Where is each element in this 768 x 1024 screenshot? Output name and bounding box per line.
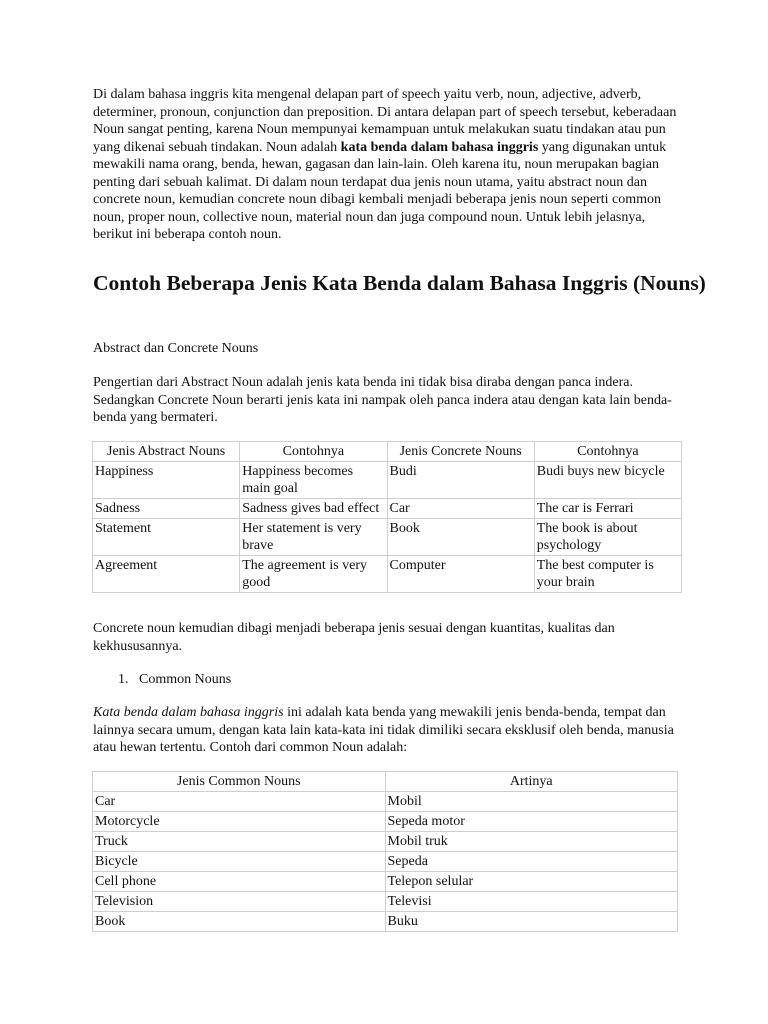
common-italic-link: Kata benda dalam bahasa inggris <box>93 705 284 720</box>
table-cell: Statement <box>93 519 240 556</box>
subheading: Abstract dan Concrete Nouns <box>93 341 259 356</box>
table-cell: The best computer is your brain <box>534 556 681 593</box>
common-text: ini adalah kata benda yang mewakili jenis benda-benda, tempat dan lainnya secara umum, dengan kata lain kata-kata ini tidak dimiliki secara eksklusif oleh benda, manusia atau hewan tertentu. Contoh dari common Noun adalah: <box>93 705 674 755</box>
table-cell: The book is about psychology <box>534 519 681 556</box>
table-cell: Agreement <box>93 556 240 593</box>
table-cell: Televisi <box>385 892 678 912</box>
common-nouns-table <box>92 771 678 932</box>
table-header: Contohnya <box>534 442 681 462</box>
table-row <box>93 462 682 499</box>
table-cell: Television <box>93 892 386 912</box>
table-cell: Bicycle <box>93 852 386 872</box>
table-cell: Sepeda <box>385 852 678 872</box>
table-cell: Cell phone <box>93 872 386 892</box>
table-row <box>93 832 678 852</box>
table-header: Jenis Abstract Nouns <box>93 442 240 462</box>
table-row <box>93 912 678 932</box>
intro-bold-link: kata benda dalam bahasa inggris <box>340 139 539 155</box>
intro-text-2: yang digunakan untuk mewakili nama orang, benda, hewan, gagasan dan lain-lain. Oleh karena itu, noun merupakan bagian penting dari sebuah kalimat. Di dalam noun terdapat dua jenis noun utama, yaitu abstract noun dan concrete noun, kemudian concrete noun dibagi kembali menjadi beberapa jenis noun seperti common noun, proper noun, collective noun, material noun dan juga compound noun. Untuk lebih jelasnya, berikut ini beberapa contoh noun. <box>93 139 667 242</box>
table-cell: Happiness <box>93 462 240 499</box>
table-header-row <box>93 772 678 792</box>
table-header: Contohnya <box>240 442 387 462</box>
intro-paragraph <box>93 86 685 244</box>
table-header: Jenis Concrete Nouns <box>387 442 534 462</box>
table-row <box>93 852 678 872</box>
intro-text-1: Di dalam bahasa inggris kita mengenal delapan part of speech yaitu verb, noun, adjective, adverb, determiner, pronoun, conjunction dan preposition. Di antara delapan part of speech tersebut, keberadaan Noun sangat penting, karena Noun mempunyai kemampuan untuk melakukan suatu tindakan atau pun yang dikenai sebuah tindakan. Noun adalah <box>93 87 677 155</box>
table-cell: Telepon selular <box>385 872 678 892</box>
table-cell: Sadness gives bad effect <box>240 499 387 519</box>
table-cell: Budi buys new bicycle <box>534 462 681 499</box>
table-cell: Sepeda motor <box>385 812 678 832</box>
table-cell: Her statement is very brave <box>240 519 387 556</box>
table-cell: Happiness becomes main goal <box>240 462 387 499</box>
table-row <box>93 892 678 912</box>
table-row <box>93 519 682 556</box>
concrete-noun-paragraph: Concrete noun kemudian dibagi menjadi beberapa jenis sesuai dengan kuantitas, kualitas dan kekhususannya. <box>93 621 615 654</box>
section-heading: Contoh Beberapa Jenis Kata Benda dalam Bahasa Inggris (Nouns) <box>93 271 706 295</box>
list-item-number: 1. <box>118 672 129 687</box>
table-cell: Car <box>387 499 534 519</box>
table-row <box>93 499 682 519</box>
table-header-row <box>93 442 682 462</box>
table-cell: Computer <box>387 556 534 593</box>
table-cell: Mobil truk <box>385 832 678 852</box>
table-row <box>93 556 682 593</box>
table-cell: Motorcycle <box>93 812 386 832</box>
definition-paragraph: Pengertian dari Abstract Noun adalah jenis kata benda ini tidak bisa diraba dengan panca indera. Sedangkan Concrete Noun berarti jenis kata ini nampak oleh panca indera atau dengan kata lain benda-benda yang bermateri. <box>93 375 672 425</box>
table-cell: Buku <box>385 912 678 932</box>
table-row <box>93 792 678 812</box>
abstract-concrete-table <box>92 441 682 593</box>
table-cell: The car is Ferrari <box>534 499 681 519</box>
table-cell: Budi <box>387 462 534 499</box>
table-cell: Mobil <box>385 792 678 812</box>
common-noun-paragraph <box>93 704 683 757</box>
table-cell: Book <box>387 519 534 556</box>
table-cell: Sadness <box>93 499 240 519</box>
table-cell: Truck <box>93 832 386 852</box>
table-header: Jenis Common Nouns <box>93 772 386 792</box>
table-cell: Book <box>93 912 386 932</box>
table-cell: The agreement is very good <box>240 556 387 593</box>
list-item-label: Common Nouns <box>139 672 232 687</box>
table-header: Artinya <box>385 772 678 792</box>
table-row <box>93 812 678 832</box>
list-item <box>118 671 231 689</box>
table-row <box>93 872 678 892</box>
table-cell: Car <box>93 792 386 812</box>
